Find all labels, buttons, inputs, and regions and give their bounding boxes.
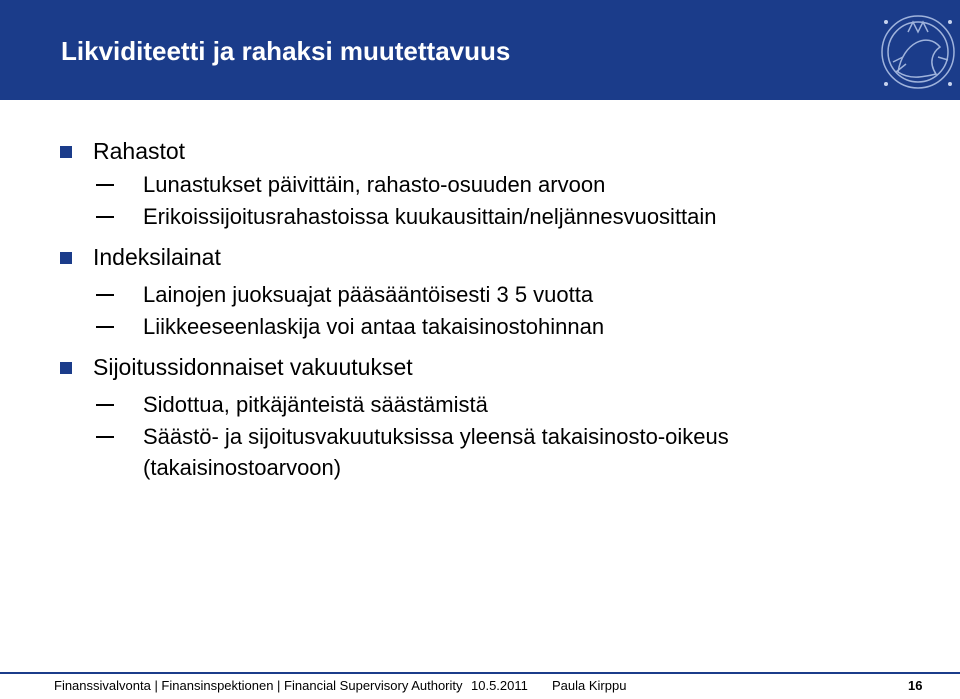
bullet-text: Sijoitussidonnaiset vakuutukset <box>93 354 413 380</box>
bullet-text: Rahastot <box>93 138 186 164</box>
bullet-item <box>0 244 900 270</box>
dash-bullet-icon <box>96 216 114 218</box>
footer-organization: Finanssivalvonta | Finansinspektionen | Financial Supervisory Authority <box>54 678 463 693</box>
footer <box>0 672 960 699</box>
bullet-text: Indeksilainat <box>93 244 221 270</box>
dash-bullet-icon <box>96 404 114 406</box>
sub-bullet-continuation <box>0 455 900 481</box>
sub-bullet-text: (takaisinostoarvoon) <box>143 455 342 480</box>
square-bullet-icon <box>60 252 72 264</box>
bullet-item <box>0 138 900 164</box>
square-bullet-icon <box>60 146 72 158</box>
sub-bullet-text: Lainojen juoksuajat pääsääntöisesti 3 5 vuotta <box>143 282 594 307</box>
dash-bullet-icon <box>96 184 114 186</box>
footer-date: 10.5.2011 <box>471 678 528 693</box>
footer-divider <box>0 672 960 674</box>
sub-bullet-text: Säästö- ja sijoitusvakuutuksissa yleensä takaisinosto-oikeus <box>143 424 729 449</box>
sub-bullet-item <box>0 424 900 450</box>
square-bullet-icon <box>60 362 72 374</box>
sub-bullet-item <box>0 392 900 418</box>
dash-bullet-icon <box>96 294 114 296</box>
dash-bullet-icon <box>96 326 114 328</box>
sub-bullet-item <box>0 282 900 308</box>
sub-bullet-text: Liikkeeseenlaskija voi antaa takaisinostohinnan <box>143 314 605 339</box>
sub-bullet-item <box>0 172 900 198</box>
sub-bullet-text: Erikoissijoitusrahastoissa kuukausittain/neljännesvuosittain <box>143 204 717 229</box>
sub-bullet-text: Lunastukset päivittäin, rahasto-osuuden arvoon <box>143 172 606 197</box>
footer-author: Paula Kirppu <box>552 678 627 693</box>
dash-bullet-icon <box>96 436 114 438</box>
sub-bullet-item <box>0 314 900 340</box>
slide-title: Likviditeetti ja rahaksi muutettavuus <box>61 36 511 66</box>
sub-bullet-item <box>0 204 900 230</box>
page-number: 16 <box>908 678 923 693</box>
bullet-item <box>0 354 900 380</box>
sub-bullet-text: Sidottua, pitkäjänteistä säästämistä <box>143 392 488 417</box>
